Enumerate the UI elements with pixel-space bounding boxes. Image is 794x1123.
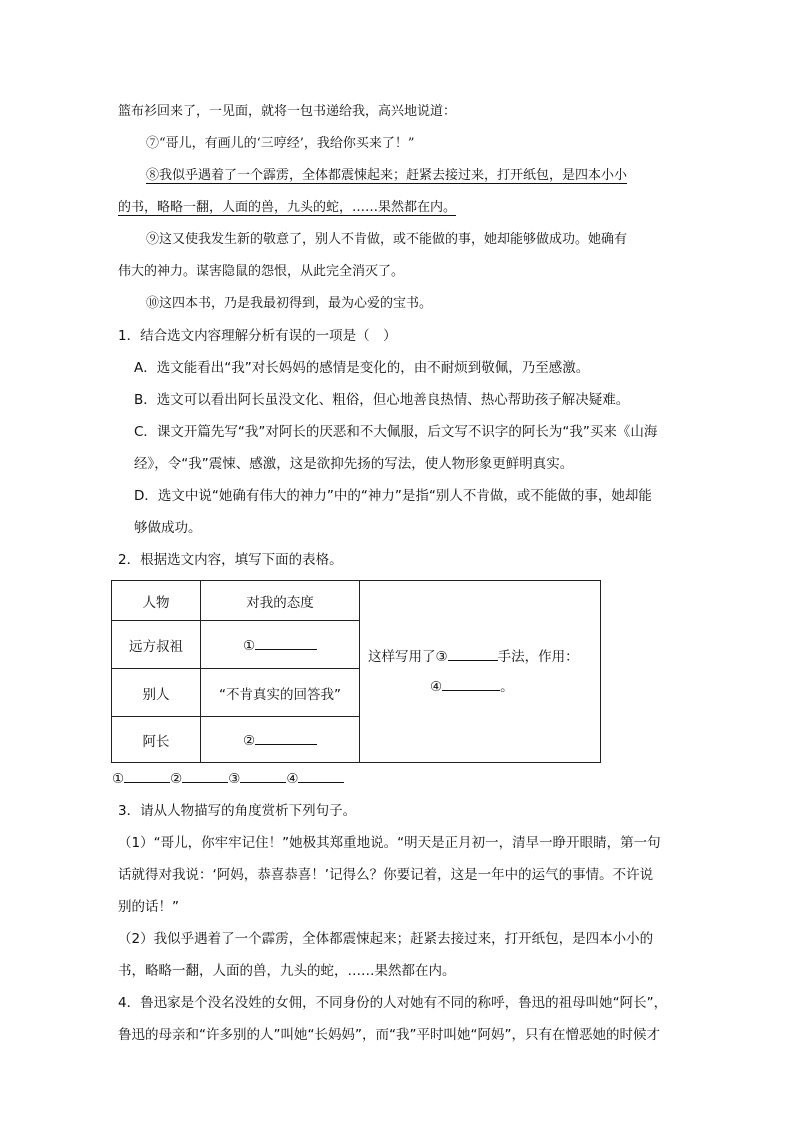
table-technique-cell bbox=[360, 581, 601, 763]
question-1-option-c[interactable]: C．课文开篇先写“我”对阿长的厌恶和不大佩服，后文写不识字的阿长为“我”买来《山海 bbox=[134, 424, 658, 440]
blank-4-mark: ④ bbox=[430, 678, 443, 695]
table-cell-person: 别人 bbox=[112, 669, 201, 717]
question-3-sentence-1-end: 别的话！” bbox=[118, 899, 179, 915]
table-cell-person: 阿长 bbox=[112, 717, 201, 763]
period: 。 bbox=[500, 678, 514, 695]
blank-3[interactable] bbox=[448, 646, 498, 661]
table-header-attitude: 对我的态度 bbox=[201, 581, 360, 621]
effect-label: 手法，作用： bbox=[497, 648, 579, 665]
question-3-sentence-1-cont: 话就得对我说：‘阿妈，恭喜恭喜！’记得么？你要记着，这是一年中的运气的事情。不许说 bbox=[118, 867, 654, 883]
question-2-answer-line: ① ② ③ ④ bbox=[112, 763, 684, 795]
question-3-sentence-1: （1）“哥儿，你牢牢记住！”她极其郑重地说。“明天是正月初一，清早一睁开眼睛，第一句 bbox=[118, 835, 661, 851]
passage-paragraph-9-cont: 伟大的神力。谋害隐鼠的怨恨，从此完全消灭了。 bbox=[118, 264, 405, 279]
question-3-sentence-2-cont: 书，略略一翻，人面的兽，九头的蛇，……果然都在内。 bbox=[118, 963, 456, 979]
table-cell-person: 远方叔祖 bbox=[112, 621, 201, 669]
passage-paragraph: 篮布衫回来了，一见面，就将一包书递给我，高兴地说道： bbox=[118, 104, 457, 119]
answer-blank-1[interactable] bbox=[124, 768, 170, 783]
blank-4[interactable] bbox=[442, 676, 500, 691]
question-1-option-d-cont: 够做成功。 bbox=[134, 520, 202, 536]
underlined-sentence-cont: 的书，略略一翻，人面的兽，九头的蛇，……果然都在内。 bbox=[118, 200, 457, 215]
table-cell-attitude: ② bbox=[201, 717, 360, 763]
question-1-option-d[interactable]: D．选文中说“她确有伟大的神力”中的“神力”是指“别人不肯做，或不能做的事，她却能 bbox=[134, 488, 652, 504]
blank-2[interactable] bbox=[255, 730, 317, 745]
passage-paragraph-8 bbox=[118, 160, 684, 192]
underlined-sentence: ⑧我似乎遇着了一个霹雳，全体都震悚起来；赶紧去接过来，打开纸包，是四本小小 bbox=[146, 168, 628, 183]
passage-paragraph-10: ⑩这四本书，乃是我最初得到，最为心爱的宝书。 bbox=[146, 296, 433, 311]
question-1-stem: 1．结合选文内容理解分析有误的一项是（ ） bbox=[118, 328, 397, 344]
question-1-option-b[interactable]: B．选文可以看出阿长虽没文化、粗俗，但心地善良热情、热心帮助孩子解决疑难。 bbox=[134, 392, 630, 408]
question-1-option-a[interactable]: A．选文能看出“我”对长妈妈的感情是变化的，由不耐烦到敬佩，乃至感激。 bbox=[134, 360, 590, 376]
answer-blank-4[interactable] bbox=[298, 768, 344, 783]
table-header-person: 人物 bbox=[112, 581, 201, 621]
passage-paragraph-7: ⑦“哥儿，有画儿的‘三哼经’，我给你买来了！” bbox=[146, 136, 415, 151]
question-3-sentence-2: （2）我似乎遇着了一个霹雳，全体都震悚起来；赶紧去接过来，打开纸包，是四本小小的 bbox=[118, 931, 654, 947]
question-2-stem: 2．根据选文内容，填写下面的表格。 bbox=[118, 552, 343, 568]
technique-label: 这样写用了③ bbox=[368, 648, 448, 665]
answer-blank-2[interactable] bbox=[182, 768, 228, 783]
passage-paragraph-8-cont bbox=[118, 192, 684, 224]
answer-blank-3[interactable] bbox=[240, 768, 286, 783]
table-cell-attitude: ① bbox=[201, 621, 360, 669]
table-cell-attitude: “不肯真实的回答我” bbox=[201, 669, 360, 717]
question-3-stem: 3．请从人物描写的角度赏析下列句子。 bbox=[118, 803, 357, 819]
question-2-table bbox=[111, 580, 601, 763]
question-4-stem-cont: 鲁迅的母亲和“许多别的人”叫她“长妈妈”，而“我”平时叫她“阿妈”，只有在憎恶她的时候才 bbox=[118, 1027, 660, 1043]
passage-paragraph-9: ⑨这又使我发生新的敬意了，别人不肯做，或不能做的事，她却能够做成功。她确有 bbox=[146, 232, 628, 247]
blank-1[interactable] bbox=[255, 635, 317, 650]
question-1-option-c-cont: 经》，令“我”震悚、感激，这是欲抑先扬的写法，使人物形象更鲜明真实。 bbox=[134, 456, 574, 472]
question-4-stem: 4．鲁迅家是个没名没姓的女佣，不同身份的人对她有不同的称呼，鲁迅的祖母叫她“阿长”， bbox=[118, 995, 668, 1011]
